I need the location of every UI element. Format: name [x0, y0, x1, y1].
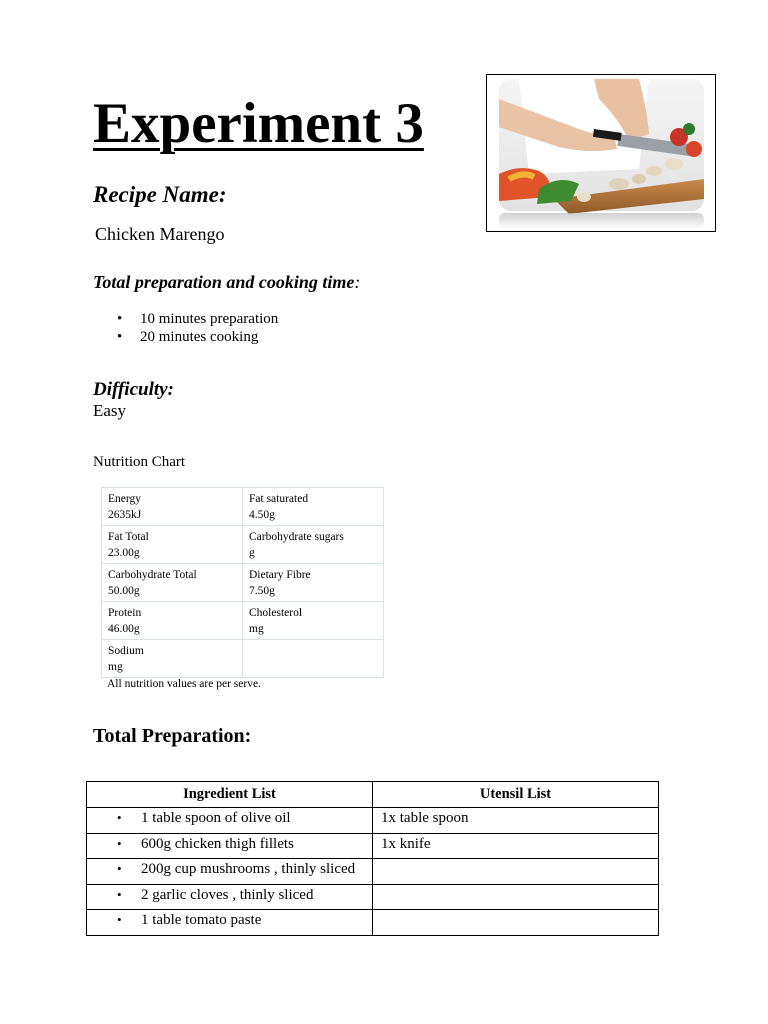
nutrient-value: mg [249, 623, 264, 635]
bullet: • [117, 329, 123, 345]
utensil-cell [373, 884, 659, 910]
bullet: • [117, 810, 122, 825]
nutrient-name: Sodium [108, 645, 144, 657]
nutrient-name: Carbohydrate sugars [249, 531, 344, 543]
table-row [87, 808, 659, 834]
ingredient-list-header: Ingredient List [87, 782, 373, 808]
table-row [102, 526, 384, 564]
table-row [87, 833, 659, 859]
cooking-time-label-colon: : [354, 272, 361, 292]
nutrient-name: Protein [108, 607, 142, 619]
nutrient-value: g [249, 547, 255, 559]
page-title: Experiment 3 [93, 92, 424, 155]
time-item-text: 20 minutes cooking [140, 329, 259, 345]
nutrition-cell [243, 526, 384, 564]
nutrient-name: Carbohydrate Total [108, 569, 197, 581]
nutrition-cell [243, 640, 384, 678]
ingredient-text: 200g cup mushrooms , thinly sliced [141, 861, 356, 877]
nutrient-name: Energy [108, 493, 142, 505]
nutrient-value: mg [108, 661, 123, 673]
nutrient-value: 2635kJ [108, 509, 142, 521]
ingredient-cell [87, 910, 373, 936]
cooking-time-label [93, 270, 360, 294]
nutrition-cell [102, 564, 243, 602]
ingredient-cell [87, 884, 373, 910]
nutrition-cell [102, 488, 243, 526]
table-row [102, 602, 384, 640]
nutrition-cell [102, 526, 243, 564]
table-row [102, 564, 384, 602]
nutrition-cell [102, 602, 243, 640]
nutrient-value: 50.00g [108, 585, 140, 597]
nutrient-value: 7.50g [249, 585, 275, 597]
nutrition-chart-title: Nutrition Chart [93, 454, 186, 470]
table-row [102, 640, 384, 678]
cooking-time-label-text: Total preparation and cooking time [93, 272, 355, 292]
difficulty-value: Easy [93, 401, 127, 420]
ingredient-text: 600g chicken thigh fillets [141, 835, 294, 852]
nutrition-cell [243, 488, 384, 526]
recipe-name: Chicken Marengo [95, 224, 225, 244]
nutrient-name: Dietary Fibre [249, 569, 311, 581]
ingredient-text: 2 garlic cloves , thinly sliced [141, 886, 314, 903]
recipe-photo-frame [486, 74, 716, 232]
utensil-text: 1x knife [381, 835, 431, 852]
nutrient-value: 4.50g [249, 509, 275, 521]
utensil-cell [373, 808, 659, 834]
utensil-list-header: Utensil List [373, 782, 659, 808]
ingredient-text: 1 table tomato paste [141, 912, 262, 928]
cooking-time-list [117, 310, 278, 346]
nutrition-cell [243, 602, 384, 640]
bullet: • [117, 861, 122, 876]
table-row [87, 910, 659, 936]
table-row [87, 884, 659, 910]
bullet: • [117, 912, 122, 927]
total-preparation-heading: Total Preparation: [93, 725, 252, 747]
table-row [102, 488, 384, 526]
bullet: • [117, 886, 122, 902]
nutrient-value: 46.00g [108, 623, 140, 635]
ingredient-cell [87, 808, 373, 834]
table-row [87, 859, 659, 885]
table-header-row [87, 782, 659, 808]
nutrition-table [101, 487, 384, 678]
nutrient-value: 23.00g [108, 547, 140, 559]
nutrition-cell [243, 564, 384, 602]
utensil-text: 1x table spoon [381, 810, 469, 826]
utensil-cell [373, 859, 659, 885]
list-item [117, 310, 278, 328]
chef-chopping-photo [499, 79, 704, 229]
recipe-name-label: Recipe Name: [93, 182, 227, 207]
preparation-table [86, 781, 659, 936]
ingredient-text: 1 table spoon of olive oil [141, 810, 291, 826]
utensil-cell [373, 833, 659, 859]
time-item-text: 10 minutes preparation [140, 311, 279, 327]
nutrient-name: Fat Total [108, 531, 149, 543]
nutrition-cell [102, 640, 243, 678]
nutrient-name: Cholesterol [249, 607, 303, 619]
difficulty-label: Difficulty: [93, 379, 174, 400]
nutrition-note: All nutrition values are per serve. [107, 678, 261, 690]
bullet: • [117, 835, 122, 851]
list-item [117, 328, 278, 346]
utensil-cell [373, 910, 659, 936]
ingredient-cell [87, 833, 373, 859]
ingredient-cell [87, 859, 373, 885]
bullet: • [117, 311, 123, 327]
nutrient-name: Fat saturated [249, 493, 309, 505]
